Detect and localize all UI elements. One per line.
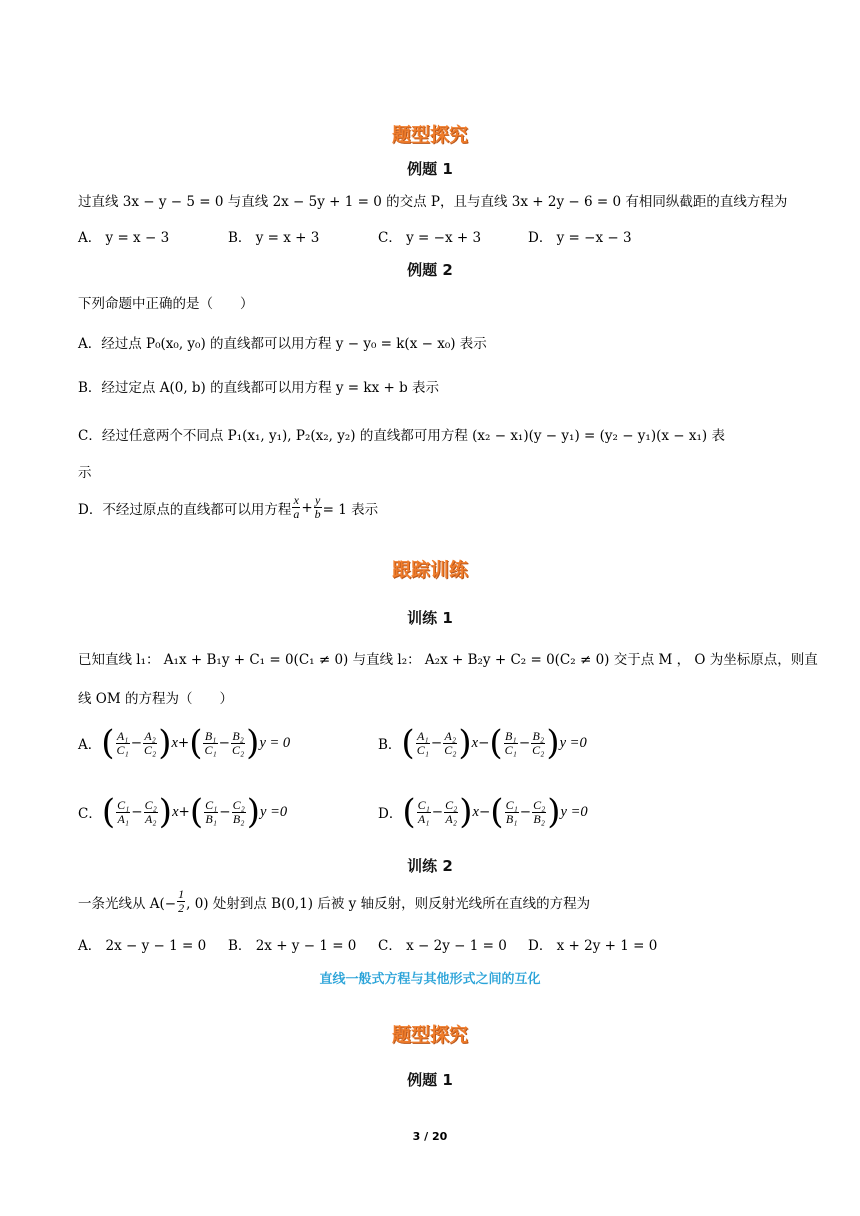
training-1-question: 已知直线 l₁： A₁x + B₁y + C₁ = 0(C₁ ≠ 0) 与直线 l₂： A₂x + B₂y + C₂ = 0(C₂ ≠ 0) 交于点 M ， O 为坐标原点，则直 [78,652,818,668]
fraction-y-over-b: $\frac{y}{b}$ [314,493,321,521]
option-d-text: D．不经过原点的直线都可以用方程 [78,501,292,518]
training-1-option-b: B． ( $\frac{\text{A₁}}{\text{C₁}}$ − $\frac{\text{A₂}}{\text{C₂}}$ ) x − ( $\frac{\text{B₁}}{\text{C₁}}$ − $\frac{\text{B₂}}{\text{C₂}}$ ) y =0 [378,723,587,763]
training-1-question-cont: 线 OM 的方程为（ ） [78,691,233,707]
training-1-option-d: D． ( $\frac{\text{C₁}}{\text{A₁}}$ − $\frac{\text{C₂}}{\text{A₂}}$ ) x − ( $\frac{\text{C₁}}{\text{B₁}}$ − $\frac{\text{C₂}}{\text{B₂}}$ ) y =0 [378,792,588,832]
example-2-option-c-cont: 示 [78,465,92,481]
example-1-title: 例题 1 [407,160,453,178]
training-1-option-a: A． ( $\frac{\text{A₁}}{\text{C₁}}$ − $\frac{\text{A₂}}{\text{C₂}}$ ) x + ( $\frac{\text{B₁}}{\text{C₁}}$ − $\frac{\text{B₂}}{\text{C₂}}$ ) y = 0 [78,723,291,763]
example-2-option-c: C．经过任意两个不同点 P₁(x₁, y₁), P₂(x₂, y₂) 的直线都可用方程 (x₂ − x₁)(y − y₁) = (y₂ − y₁)(x − x₁) 表 [78,428,725,444]
section-title-explore-2: 题型探究 [391,1024,468,1046]
example-2-option-d: D．不经过原点的直线都可以用方程 $\frac{x}{a}$ + $\frac{y}{b}$ = 1 表示 [78,493,379,521]
training-1-title: 训练 1 [407,609,453,627]
fraction-x-over-a: $\frac{x}{a}$ [293,493,300,521]
example-2-option-b: B．经过定点 A(0, b) 的直线都可以用方程 y = kx + b 表示 [78,380,440,396]
section-title-practice: 跟踪训练 [391,559,468,581]
fraction-one-half: $\frac{1}{2}$ [178,887,185,915]
training-2-question: 一条光线从 A(− $\frac{1}{2}$ , 0) 处射到点 B(0,1) 后被 y 轴反射，则反射光线所在直线的方程为 [78,887,591,915]
example-2-title: 例题 2 [407,261,453,279]
example-2-option-a: A．经过点 P₀(x₀, y₀) 的直线都可以用方程 y − y₀ = k(x − x₀) 表示 [78,336,487,352]
section-title-explore: 题型探究 [391,124,468,146]
option-d-tail: = 1 表示 [322,501,379,518]
example-1-question: 过直线 3x − y − 5 = 0 与直线 2x − 5y + 1 = 0 的交点 P，且与直线 3x + 2y − 6 = 0 有相同纵截距的直线方程为 [78,194,788,210]
example-1-option-c: C． y = −x + 3 [378,230,482,246]
example-1-option-a: A． y = x − 3 [78,230,170,246]
example-1-option-d: D． y = −x − 3 [528,230,632,246]
topic-heading: 直线一般式方程与其他形式之间的互化 [319,972,541,987]
page-number: 3 / 20 [412,1130,448,1143]
training-2-option-a: A． 2x − y − 1 = 0 [78,938,207,954]
training-2-option-b: B． 2x + y − 1 = 0 [228,938,357,954]
example-1b-title: 例题 1 [407,1071,453,1089]
example-1-option-b: B． y = x + 3 [228,230,320,246]
training-2-option-d: D． x + 2y + 1 = 0 [528,938,658,954]
training-1-option-c: C． ( $\frac{\text{C₁}}{\text{A₁}}$ − $\frac{\text{C₂}}{\text{A₂}}$ ) x + ( $\frac{\text{C₁}}{\text{B₁}}$ − $\frac{\text{C₂}}{\text{B₂}}$ ) y =0 [78,792,288,832]
training-2-option-c: C． x − 2y − 1 = 0 [378,938,507,954]
example-2-question: 下列命题中正确的是（ ） [78,296,254,312]
training-2-title: 训练 2 [407,857,453,875]
